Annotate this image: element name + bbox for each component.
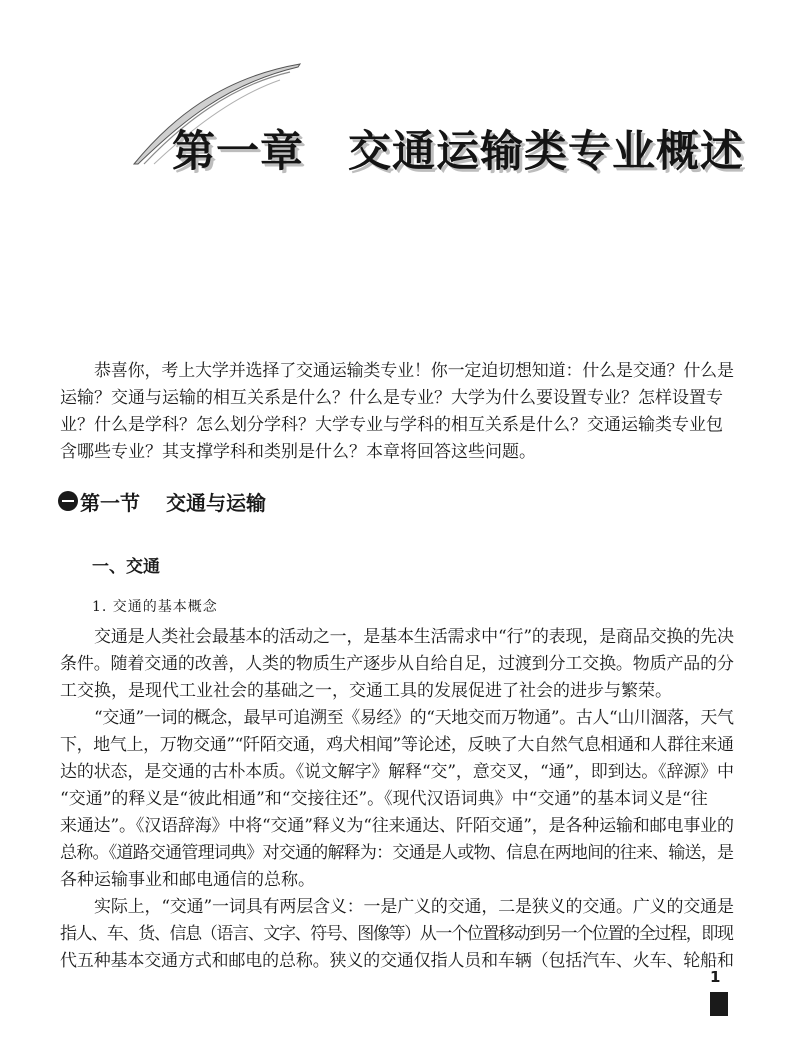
subsection-heading: 一、交通 xyxy=(92,557,160,577)
subsubsection-heading: 1. 交通的基本概念 xyxy=(92,599,218,615)
body-line: 下，地气上，万物交通”“阡陌交通，鸡犬相闻”等论述，反映了大自然气息相通和人群往来通 xyxy=(60,735,734,755)
body-line: “交通”一词的概念，最早可追溯至《易经》的“天地交而万物通”。古人“山川涸落，天气 xyxy=(94,708,734,728)
page-number: 1 xyxy=(710,968,721,986)
chapter-name: 交通运输类专业概述 xyxy=(348,127,744,177)
body-line: 交通是人类社会最基本的活动之一，是基本生活需求中“行”的表现，是商品交换的先决 xyxy=(94,627,734,647)
intro-line: 含哪些专业？其支撑学科和类别是什么？本章将回答这些问题。 xyxy=(60,442,536,462)
body-line: 达的状态，是交通的古朴本质。《说文解字》解释“交”，意交叉，“通”，即到达。《辞源》中 xyxy=(60,762,734,782)
body-line: 各种运输事业和邮电通信的总称。 xyxy=(60,870,315,890)
intro-paragraph xyxy=(60,358,734,466)
section-bullet-icon xyxy=(58,491,78,511)
intro-line: 业？什么是学科？怎么划分学科？大学专业与学科的相互关系是什么？交通运输类专业包 xyxy=(60,415,723,435)
chapter-number: 第一章 xyxy=(172,127,304,177)
body-line: 总称。《道路交通管理词典》对交通的解释为：交通是人或物、信息在两地间的往来、输送，是 xyxy=(60,843,734,863)
chapter-title xyxy=(172,118,744,179)
section-title: 交通与运输 xyxy=(166,490,266,515)
body-paragraph-3 xyxy=(60,894,734,975)
section-heading xyxy=(58,486,266,516)
body-line: 工交换，是现代工业社会的基础之一，交通工具的发展促进了社会的进步与繁荣。 xyxy=(60,681,672,701)
body-line: 指人、车、货、信息（语言、文字、符号、图像等）从一个位置移动到另一个位置的全过程，即现 xyxy=(60,924,733,944)
section-label: 第一节 xyxy=(80,490,140,515)
page-marker-block xyxy=(710,992,728,1016)
body-line: “交通”的释义是“彼此相通”和“交接往还”。《现代汉语词典》中“交通”的基本词义是“往 xyxy=(60,789,708,809)
body-line: 条件。随着交通的改善，人类的物质生产逐步从自给自足，过渡到分工交换。物质产品的分 xyxy=(60,654,734,674)
intro-line: 运输？交通与运输的相互关系是什么？什么是专业？大学为什么要设置专业？怎样设置专 xyxy=(60,388,723,408)
body-line: 实际上，“交通”一词具有两层含义：一是广义的交通，二是狭义的交通。广义的交通是 xyxy=(94,897,734,917)
body-line: 代五种基本交通方式和邮电的总称。狭义的交通仅指人员和车辆（包括汽车、火车、轮船和 xyxy=(60,951,734,971)
chapter-header xyxy=(130,60,744,190)
body-paragraph-1 xyxy=(60,624,734,705)
body-line: 来通达”。《汉语辞海》中将“交通”释义为“往来通达、阡陌交通”，是各种运输和邮电事业的 xyxy=(60,816,734,836)
intro-line: 恭喜你，考上大学并选择了交通运输类专业！你一定迫切想知道：什么是交通？什么是 xyxy=(94,361,734,381)
body-paragraph-2 xyxy=(60,705,734,894)
